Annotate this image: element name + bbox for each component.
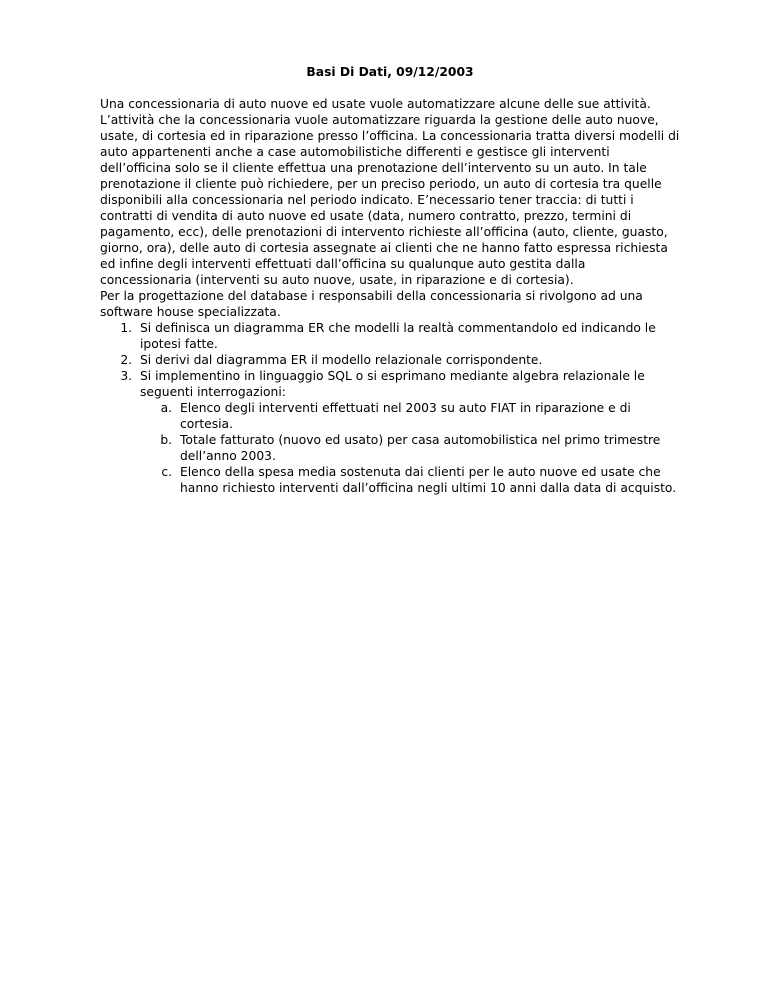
context-paragraph: Per la progettazione del database i responsabili della concessionaria si rivolgono ad una software house specializzata. — [100, 289, 643, 319]
intro-paragraph: Una concessionaria di auto nuove ed usate vuole automatizzare alcune delle sue attività. L’attività che la concessionaria vuole automatizzare riguarda la gestione delle auto nuove, usate, di cortesia ed in riparazione presso l’officina. La concessionaria tratta diversi modelli di auto appartenenti anche a case automobilistiche differenti e gestisce gli interventi dell’officina solo se il cliente effettua una prenotazione dell’intervento su un auto. In tale prenotazione il cliente può richiedere, per un preciso periodo, un auto di cortesia tra quelle disponibili alla concessionaria nel periodo indicato. E’necessario tener traccia: di tutti i contratti di vendita di auto nuove ed usate (data, numero contratto, prezzo, termini di pagamento, ecc), delle prenotazioni di intervento richieste all’officina (auto, cliente, guasto, giorno, ora), delle auto di cortesia assegnate ai clienti che ne hanno fatto espressa richiesta ed infine degli interventi effettuati dall’officina su qualunque auto gestita dalla concessionaria (interventi su auto nuove, usate, in riparazione e di cortesia). — [100, 97, 680, 287]
document-page — [100, 64, 680, 496]
question-item-1 — [136, 320, 680, 352]
questions-list — [100, 320, 680, 496]
sub-question-item-b — [176, 432, 680, 464]
sub-question-text: Elenco degli interventi effettuati nel 2003 su auto FIAT in riparazione e di cortesia. — [180, 401, 631, 431]
sub-question-text: Totale fatturato (nuovo ed usato) per casa automobilistica nel primo trimestre dell’anno 2003. — [180, 433, 661, 463]
question-text: Si definisca un diagramma ER che modelli la realtà commentandolo ed indicando le ipotesi fatte. — [140, 321, 656, 351]
sub-questions-list — [140, 400, 680, 496]
question-item-3 — [136, 368, 680, 496]
sub-question-item-a — [176, 400, 680, 432]
question-item-2 — [136, 352, 680, 368]
question-text: Si implementino in linguaggio SQL o si esprimano mediante algebra relazionale le seguenti interrogazioni: — [140, 369, 645, 399]
sub-question-item-c — [176, 464, 680, 496]
question-text: Si derivi dal diagramma ER il modello relazionale corrispondente. — [140, 353, 543, 367]
document-title: Basi Di Dati, 09/12/2003 — [306, 65, 474, 79]
sub-question-text: Elenco della spesa media sostenuta dai clienti per le auto nuove ed usate che hanno richiesto interventi dall’officina negli ultimi 10 anni dalla data di acquisto. — [180, 465, 677, 495]
